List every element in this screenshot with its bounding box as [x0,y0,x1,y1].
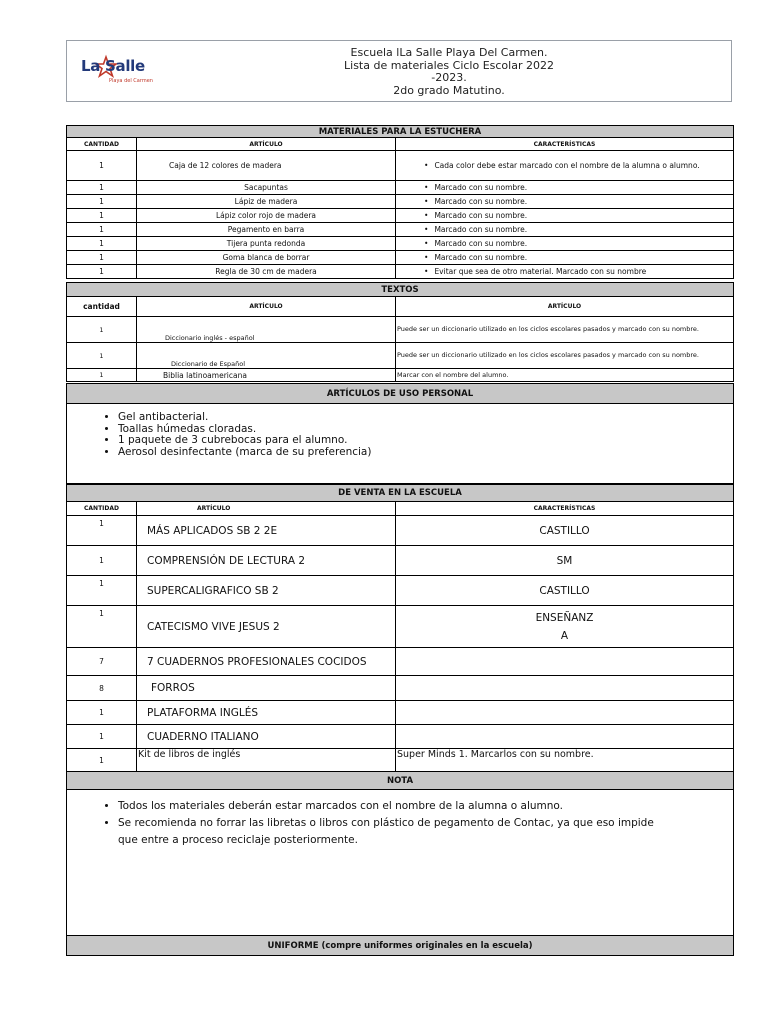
item-cell: Lápiz de madera [137,195,396,209]
bullet [420,183,434,192]
char-cell: Super Minds 1. Marcarlos con su nombre. [396,749,734,772]
section-title: UNIFORME (compre uniformes originales en la escuela) [67,936,734,956]
qty-cell: 1 [67,701,137,725]
nota-list [70,798,730,849]
venta-table [66,484,734,772]
char-cell: CASTILLO [396,516,734,546]
table-row [67,676,734,701]
logo-text: La Salle [81,57,145,75]
list-item: • Aerosol desinfectante (marca de su preferencia) [118,447,730,459]
textos-table [66,282,734,382]
list-item: • Gel antibacterial. [118,412,730,424]
char-cell: CASTILLO [396,576,734,606]
char-text: Evitar que sea de otro material. Marcado con su nombre [434,267,647,276]
table-row [67,546,734,576]
qty-cell: 1 [67,251,137,265]
item-cell: Kit de libros de inglés [137,749,396,772]
char-text: Marcado con su nombre. [434,253,528,262]
item-cell: Lápiz color rojo de madera [137,209,396,223]
qty-cell: 1 [67,223,137,237]
char-text: Marcado con su nombre. [434,239,528,248]
char-cell [396,606,734,648]
char-cell [396,676,734,701]
bullet [420,253,434,262]
list-item: • Todos los materiales deberán estar marcados con el nombre de la alumna o alumno. [118,798,660,815]
estuchera-table [66,125,734,279]
char-cell: Puede ser un diccionario utilizado en los ciclos escolares pasados y marcado con su nombre. [396,317,734,343]
char-cell [396,181,734,195]
bullet [420,239,434,248]
item-cell: FORROS [137,676,396,701]
bullet [420,197,434,206]
personal-table [66,383,734,484]
char-line: A [560,629,569,642]
qty-cell: 1 [67,181,137,195]
char-cell [396,251,734,265]
item-cell: Pegamento en barra [137,223,396,237]
item-cell: Tijera punta redonda [137,237,396,251]
bullet [420,211,434,220]
column-header: ARTÍCULO [137,138,396,151]
char-cell: Marcar con el nombre del alumno. [396,369,734,382]
item-cell: COMPRENSIÓN DE LECTURA 2 [137,546,396,576]
item-cell: SUPERCALIGRAFICO SB 2 [137,576,396,606]
table-row [67,265,734,279]
char-cell [396,701,734,725]
bullet [420,161,434,170]
qty-cell: 1 [67,369,137,382]
table-row [67,725,734,749]
logo-subtext: Playa del Carmen [109,78,153,84]
item-cell: CUADERNO ITALIANO [137,725,396,749]
char-cell: SM [396,546,734,576]
column-header: ARTÍCULO [137,297,396,317]
section-title: NOTA [67,772,734,790]
column-header: ARTÍCULO [137,502,396,516]
qty-cell: 1 [67,151,137,181]
column-header: CARACTERÍSTICAS [396,138,734,151]
section-title: DE VENTA EN LA ESCUELA [67,485,734,502]
qty-cell: 1 [67,576,137,606]
list-item: • 1 paquete de 3 cubrebocas para el alumno. [118,435,730,447]
column-header: CANTIDAD [67,502,137,516]
personal-list-cell [67,404,734,484]
char-cell [396,223,734,237]
table-row [67,516,734,546]
header-title [207,47,691,97]
header-line: -2023. [431,71,467,84]
qty-cell: 1 [67,195,137,209]
column-header: CARACTERÍSTICAS [396,502,734,516]
nota-list-cell [67,790,734,936]
qty-cell: 1 [67,546,137,576]
list-item: • Toallas húmedas cloradas. [118,424,730,436]
table-row [67,181,734,195]
table-row [67,648,734,676]
table-row [67,151,734,181]
item-cell: PLATAFORMA INGLÉS [137,701,396,725]
qty-cell: 1 [67,725,137,749]
qty-cell: 1 [67,343,137,369]
table-row [67,606,734,648]
char-cell [396,265,734,279]
qty-cell: 1 [67,209,137,223]
qty-cell: 1 [67,749,137,772]
table-row [67,343,734,369]
header-line: Escuela lLa Salle Playa Del Carmen. [350,46,548,59]
table-row [67,223,734,237]
qty-cell: 1 [67,317,137,343]
char-cell [396,725,734,749]
bullet [420,267,434,276]
section-title: ARTÍCULOS DE USO PERSONAL [67,384,734,404]
qty-cell: 7 [67,648,137,676]
column-header: cantidad [67,297,137,317]
qty-cell: 8 [67,676,137,701]
table-row [67,749,734,772]
school-logo [79,51,179,91]
qty-cell: 1 [67,516,137,546]
item-cell: Caja de 12 colores de madera [137,151,396,181]
header-line: Lista de materiales Ciclo Escolar 2022 [344,58,554,72]
nota-table [66,771,734,956]
char-text: Marcado con su nombre. [434,211,528,220]
column-header: CANTIDAD [67,138,137,151]
item-cell: Diccionario inglés - español [137,317,396,343]
item-cell: Diccionario de Español [137,343,396,369]
table-row [67,576,734,606]
char-text: Marcado con su nombre. [434,225,528,234]
item-cell: CATECISMO VIVE JESUS 2 [137,606,396,648]
char-cell [396,209,734,223]
table-row [67,237,734,251]
table-row [67,317,734,343]
item-cell: Biblia latinoamericana [137,369,396,382]
document-header [66,40,732,102]
char-text: Marcado con su nombre. [434,183,528,192]
item-cell: Goma blanca de borrar [137,251,396,265]
item-cell: Regla de 30 cm de madera [137,265,396,279]
table-row [67,251,734,265]
table-row [67,209,734,223]
table-row [67,195,734,209]
column-header: ARTÍCULO [396,297,734,317]
qty-cell: 1 [67,265,137,279]
table-row [67,701,734,725]
section-title: TEXTOS [67,283,734,297]
item-cell: MÁS APLICADOS SB 2 2E [137,516,396,546]
header-line: 2do grado Matutino. [393,83,505,97]
item-cell: 7 CUADERNOS PROFESIONALES COCIDOS [137,648,396,676]
char-cell: Puede ser un diccionario utilizado en los ciclos escolares pasados y marcado con su nombre. [396,343,734,369]
char-cell [396,237,734,251]
char-cell [396,195,734,209]
char-text: Marcado con su nombre. [434,197,528,206]
char-line: ENSEÑANZ [535,611,594,624]
item-cell: Sacapuntas [137,181,396,195]
section-title: MATERIALES PARA LA ESTUCHERA [67,126,734,138]
personal-list [70,412,730,458]
list-item: • Se recomienda no forrar las libretas o libros con plástico de pegamento de Contac, ya que eso impide que entre a proceso reciclaje posteriormente. [118,815,660,849]
char-cell [396,151,734,181]
char-cell [396,648,734,676]
table-row [67,369,734,382]
char-text: Cada color debe estar marcado con el nombre de la alumna o alumno. [434,161,700,170]
qty-cell: 1 [67,237,137,251]
qty-cell: 1 [67,606,137,648]
bullet [420,225,434,234]
